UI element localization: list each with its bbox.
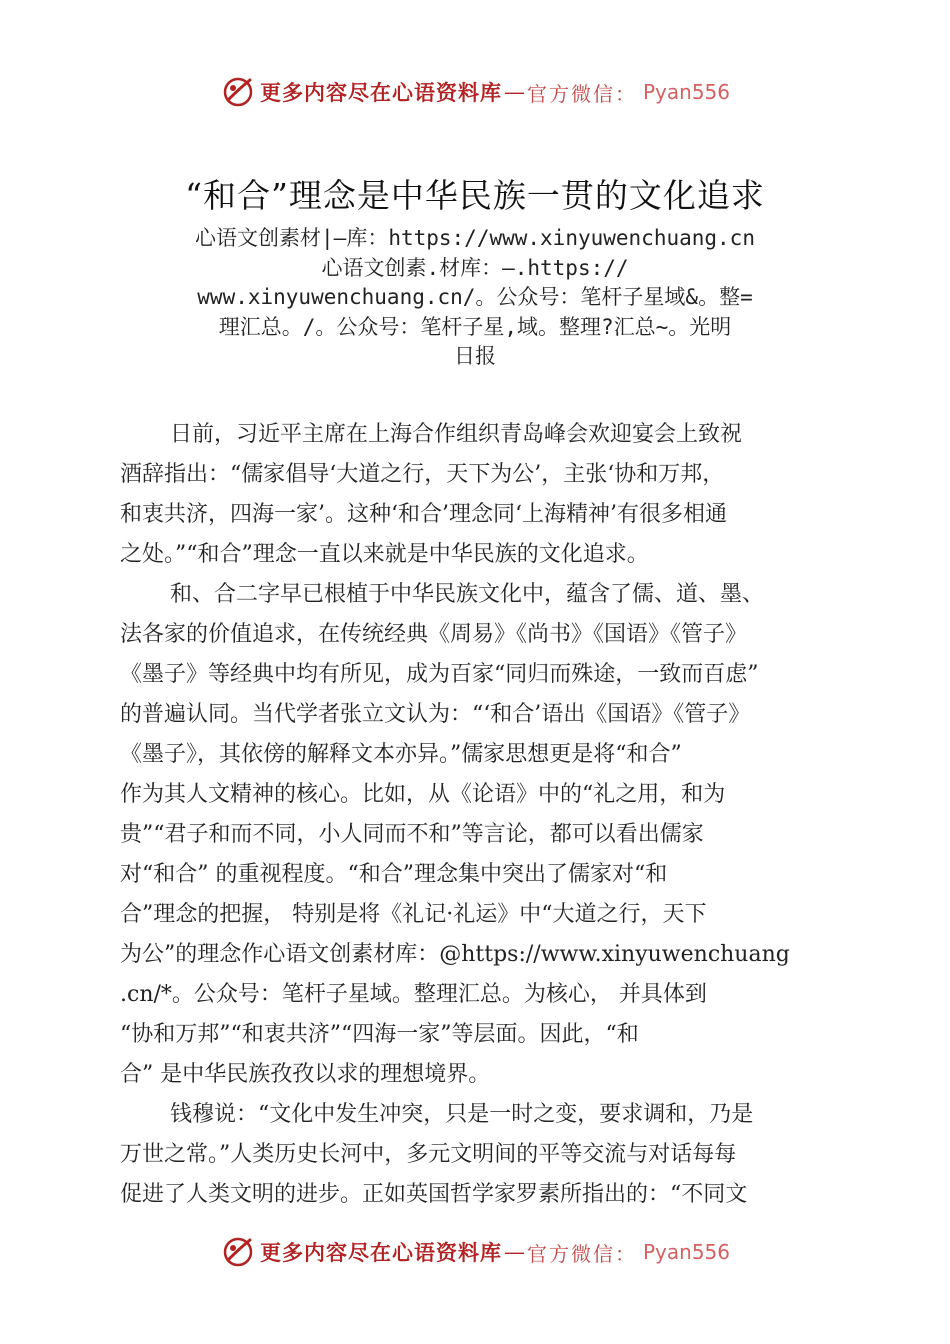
- body-line: 《墨子》，其依傍的解释文本亦异。”儒家思想更是将“和合”: [120, 742, 682, 767]
- source-line: 心语文创素.材库：—.https://: [321, 255, 629, 280]
- banner-sub-text: 官方微信：: [526, 1241, 637, 1266]
- body-line: 和、合二字早已根植于中华民族文化中，蕴含了儒、道、墨、: [170, 582, 765, 607]
- source-line: www.xinyuwenchuang.cn/。公众号：笔杆子星域&。整=: [197, 285, 753, 309]
- body-line: 合”理念的把握， 特别是将《礼记·礼运》中“大道之行，天下: [120, 902, 707, 927]
- banner-main-text: 更多内容尽在心语资料库: [259, 1240, 502, 1265]
- body-line: .cn/*。公众号：笔杆子星域。整理汇总。为核心， 并具体到: [120, 982, 707, 1007]
- source-line: 日报: [454, 344, 496, 368]
- body-line: 钱穆说：“文化中发生冲突，只是一时之变，要求调和，乃是: [170, 1102, 754, 1127]
- body-line: 贵”“君子和而不同，小人同而不和”等言论，都可以看出儒家: [120, 822, 704, 847]
- banner-wechat-id: Pyan556: [642, 1240, 730, 1264]
- header-banner: [0, 72, 950, 112]
- banner-sub-text: 官方微信：: [526, 81, 637, 106]
- body-line: 酒辞指出：“儒家倡导‘大道之行，天下为公’，主张‘协和万邦，: [120, 462, 725, 487]
- body-line: 的普遍认同。当代学者张立文认为：“‘和合’语出《国语》《管子》: [120, 702, 751, 727]
- article-source: [150, 224, 800, 372]
- banner-wechat-id: Pyan556: [642, 80, 730, 104]
- body-line: 《墨子》等经典中均有所见，成为百家“同归而殊途，一致而百虑”: [120, 662, 759, 687]
- body-line: 作为其人文精神的核心。比如，从《论语》中的“礼之用，和为: [120, 782, 726, 807]
- source-line: 理汇总。/。公众号：笔杆子星,域。整理?汇总~。光明: [218, 314, 732, 339]
- brush-logo-icon: [220, 1234, 256, 1270]
- banner-separator: —: [503, 80, 525, 104]
- body-line: 日前，习近平主席在上海合作组织青岛峰会欢迎宴会上致祝: [170, 422, 743, 447]
- body-line: 法各家的价值追求，在传统经典《周易》《尚书》《国语》《管子》: [120, 622, 748, 647]
- banner-separator: —: [503, 1240, 525, 1264]
- body-line: 合” 是中华民族孜孜以求的理想境界。: [120, 1062, 491, 1087]
- body-line: 之处。”“和合”理念一直以来就是中华民族的文化追求。: [120, 542, 649, 567]
- footer-banner: [0, 1232, 950, 1272]
- article-body: [120, 415, 848, 1215]
- body-line: 万世之常。”人类历史长河中，多元文明间的平等交流与对话每每: [120, 1142, 737, 1167]
- source-line: 心语文创素材|—库：https://www.xinyuwenchuang.cn: [195, 226, 755, 250]
- brush-logo-icon: [220, 74, 256, 110]
- body-line: “协和万邦”“和衷共济”“四海一家”等层面。因此，“和: [120, 1022, 639, 1047]
- body-line: 促进了人类文明的进步。正如英国哲学家罗素所指出的：“不同文: [120, 1182, 748, 1207]
- article-title: “和合”理念是中华民族一贯的文化追求: [185, 176, 765, 215]
- banner-main-text: 更多内容尽在心语资料库: [259, 80, 502, 105]
- body-line: 和衷共济，四海一家’。这种‘和合’理念同‘上海精神’有很多相通: [120, 502, 727, 527]
- body-line: 对“和合” 的重视程度。“和合”理念集中突出了儒家对“和: [120, 862, 668, 887]
- body-line: 为公”的理念作心语文创素材库：@https://www.xinyuwenchuang: [120, 942, 790, 967]
